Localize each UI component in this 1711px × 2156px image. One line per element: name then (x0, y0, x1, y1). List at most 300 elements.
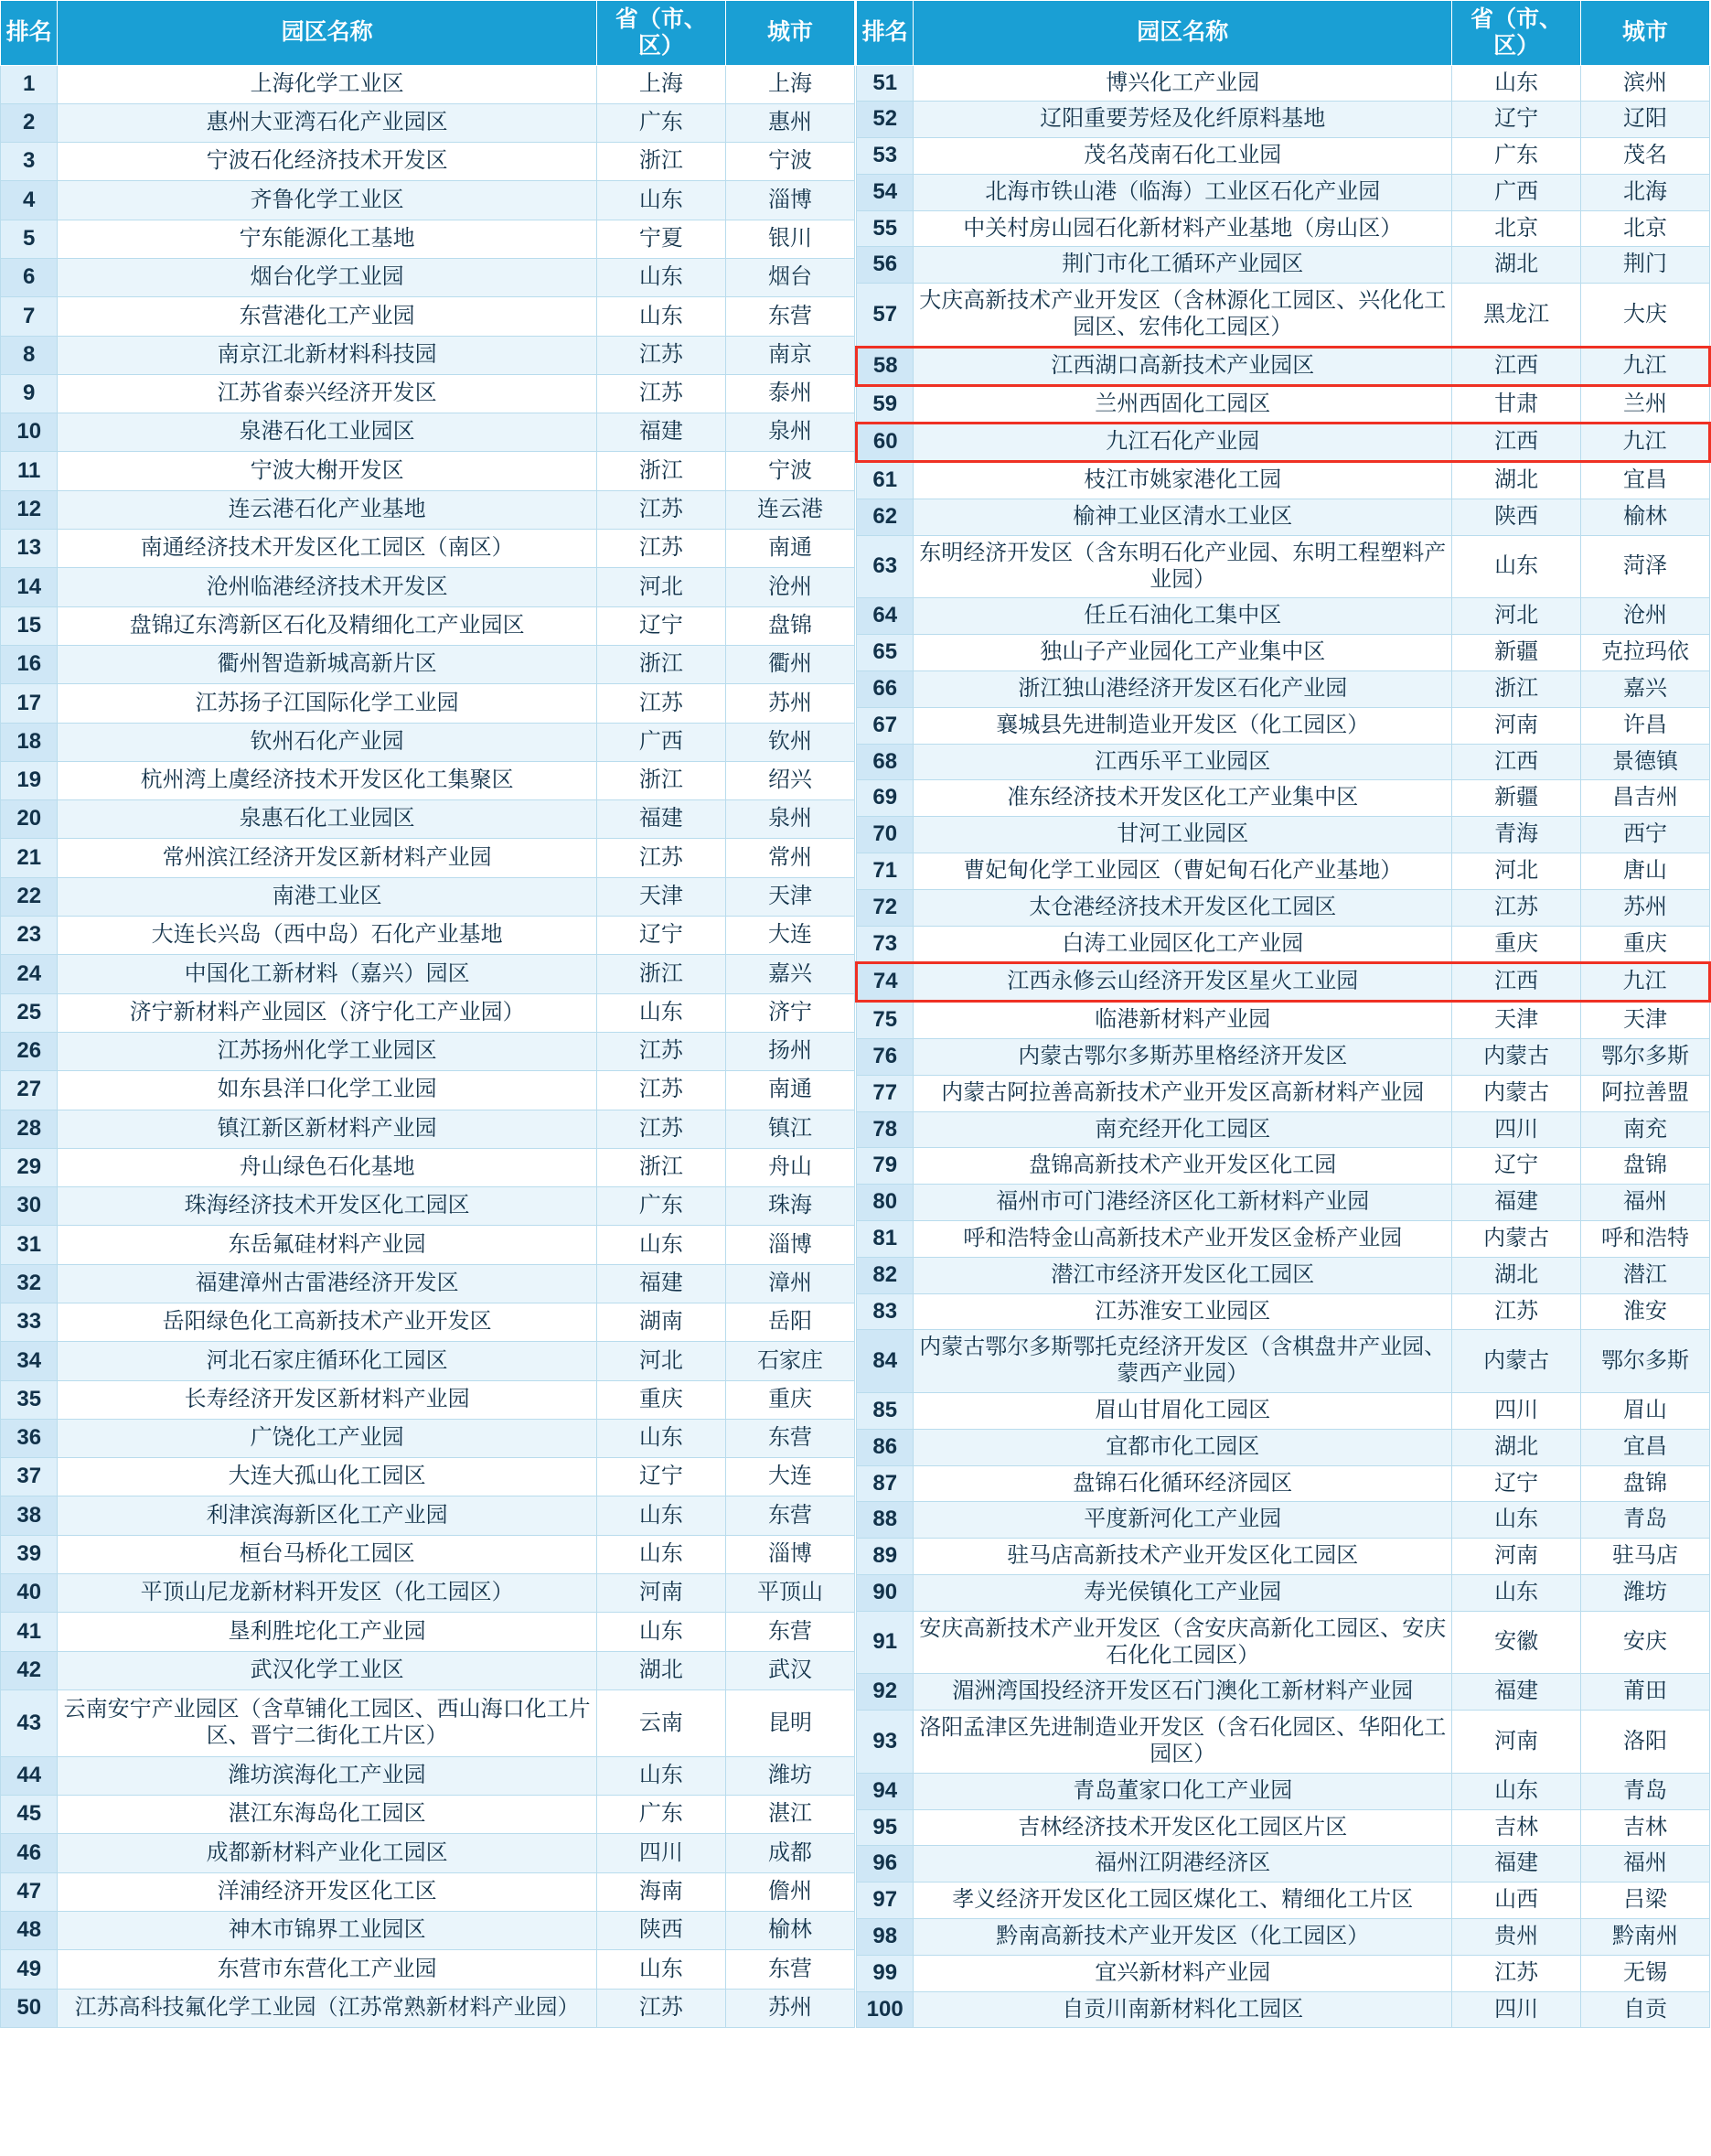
rank-cell: 78 (857, 1111, 914, 1148)
table-row (1, 1834, 855, 1872)
table-row (1, 1148, 855, 1186)
table-row (857, 1539, 1710, 1575)
rank-cell: 91 (857, 1611, 914, 1674)
park-name-cell: 南通经济技术开发区化工园区（南区） (58, 530, 596, 568)
table-row (1, 258, 855, 296)
table-row (857, 174, 1710, 210)
city-cell: 嘉兴 (1581, 671, 1710, 708)
table-row (1, 413, 855, 452)
park-name-cell: 云南安宁产业园区（含草铺化工园区、西山海口化工片区、晋宁二街化工片区） (58, 1689, 596, 1756)
park-name-cell: 浙江独山港经济开发区石化产业园 (914, 671, 1452, 708)
table-row (857, 744, 1710, 780)
city-cell: 宁波 (725, 143, 854, 181)
header-city: 城市 (1581, 1, 1710, 66)
province-cell: 新疆 (1452, 635, 1581, 671)
park-name-cell: 泉惠石化工业园区 (58, 800, 596, 839)
province-cell: 河南 (1452, 707, 1581, 744)
city-cell: 眉山 (1581, 1392, 1710, 1429)
park-name-cell: 东营港化工产业园 (58, 297, 596, 336)
city-cell: 扬州 (725, 1032, 854, 1070)
park-name-cell: 江苏省泰兴经济开发区 (58, 374, 596, 413)
table-row (857, 1574, 1710, 1611)
city-cell: 武汉 (725, 1651, 854, 1689)
city-cell: 烟台 (725, 258, 854, 296)
table-row (1, 1458, 855, 1496)
province-cell: 江苏 (596, 1071, 725, 1110)
rank-cell: 4 (1, 181, 58, 220)
rank-cell: 53 (857, 138, 914, 175)
city-cell: 唐山 (1581, 853, 1710, 890)
header-name: 园区名称 (914, 1, 1452, 66)
province-cell: 四川 (1452, 1991, 1581, 2028)
park-name-cell: 孝义经济开发区化工园区煤化工、精细化工片区 (914, 1882, 1452, 1919)
city-cell: 绍兴 (725, 761, 854, 799)
city-cell: 泉州 (725, 800, 854, 839)
city-cell: 湛江 (725, 1796, 854, 1834)
table-row (1, 530, 855, 568)
city-cell: 昌吉州 (1581, 780, 1710, 817)
rank-cell: 25 (1, 993, 58, 1032)
table-row (1, 1796, 855, 1834)
park-name-cell: 福州市可门港经济区化工新材料产业园 (914, 1185, 1452, 1221)
rank-cell: 42 (1, 1651, 58, 1689)
park-name-cell: 大庆高新技术产业开发区（含林源化工园区、兴化化工园区、宏伟化工园区） (914, 284, 1452, 348)
province-cell: 江苏 (596, 530, 725, 568)
province-cell: 江苏 (596, 1989, 725, 2028)
park-name-cell: 自贡川南新材料化工园区 (914, 1991, 1452, 2028)
province-cell: 陕西 (1452, 499, 1581, 536)
city-cell: 淄博 (725, 181, 854, 220)
park-name-cell: 桓台马桥化工园区 (58, 1535, 596, 1573)
table-row (857, 284, 1710, 348)
table-row (1, 1342, 855, 1380)
city-cell: 东营 (725, 1950, 854, 1989)
province-cell: 山东 (596, 1756, 725, 1795)
park-name-cell: 平度新河化工产业园 (914, 1502, 1452, 1539)
park-name-cell: 沧州临港经济技术开发区 (58, 568, 596, 606)
park-name-cell: 荆门市化工循环产业园区 (914, 247, 1452, 284)
park-name-cell: 宜都市化工园区 (914, 1429, 1452, 1465)
city-cell: 盘锦 (725, 606, 854, 645)
rank-cell: 32 (1, 1264, 58, 1303)
province-cell: 辽宁 (1452, 102, 1581, 138)
rank-cell: 86 (857, 1429, 914, 1465)
table-row (1, 1071, 855, 1110)
city-cell: 福州 (1581, 1846, 1710, 1882)
rank-cell: 46 (1, 1834, 58, 1872)
province-cell: 辽宁 (596, 917, 725, 955)
table-row (1, 877, 855, 916)
park-name-cell: 钦州石化产业园 (58, 723, 596, 761)
park-name-cell: 北海市铁山港（临海）工业区石化产业园 (914, 174, 1452, 210)
table-row (857, 1293, 1710, 1330)
park-name-cell: 岳阳绿色化工高新技术产业开发区 (58, 1303, 596, 1342)
city-cell: 大连 (725, 1458, 854, 1496)
province-cell: 云南 (596, 1689, 725, 1756)
table-row (857, 462, 1710, 499)
park-name-cell: 内蒙古鄂尔多斯苏里格经济开发区 (914, 1039, 1452, 1076)
rank-cell: 27 (1, 1071, 58, 1110)
city-cell: 惠州 (725, 103, 854, 142)
table-row (1, 1872, 855, 1911)
rank-cell: 96 (857, 1846, 914, 1882)
park-name-cell: 江西湖口高新技术产业园区 (914, 347, 1452, 385)
park-name-cell: 兰州西固化工园区 (914, 385, 1452, 424)
city-cell: 南充 (1581, 1111, 1710, 1148)
city-cell: 洛阳 (1581, 1711, 1710, 1774)
province-cell: 福建 (596, 1264, 725, 1303)
park-name-cell: 江西永修云山经济开发区星火工业园 (914, 963, 1452, 1002)
rank-cell: 49 (1, 1950, 58, 1989)
park-name-cell: 东岳氟硅材料产业园 (58, 1226, 596, 1264)
table-row (857, 963, 1710, 1002)
table-row (857, 889, 1710, 926)
table-row (1, 761, 855, 799)
park-name-cell: 宁东能源化工基地 (58, 220, 596, 258)
city-cell: 常州 (725, 839, 854, 877)
rank-cell: 40 (1, 1574, 58, 1613)
table-row (857, 1221, 1710, 1258)
park-name-cell: 福建漳州古雷港经济开发区 (58, 1264, 596, 1303)
park-name-cell: 中关村房山园石化新材料产业基地（房山区） (914, 210, 1452, 247)
province-cell: 甘肃 (1452, 385, 1581, 424)
rank-cell: 95 (857, 1809, 914, 1846)
city-cell: 榆林 (1581, 499, 1710, 536)
table-row (857, 1185, 1710, 1221)
province-cell: 湖北 (596, 1651, 725, 1689)
park-name-cell: 济宁新材料产业园区（济宁化工产业园） (58, 993, 596, 1032)
rank-cell: 39 (1, 1535, 58, 1573)
rank-cell: 38 (1, 1496, 58, 1535)
rank-cell: 24 (1, 955, 58, 993)
park-name-cell: 博兴化工产业园 (914, 65, 1452, 102)
city-cell: 北海 (1581, 174, 1710, 210)
rank-cell: 51 (857, 65, 914, 102)
province-cell: 湖北 (1452, 1429, 1581, 1465)
rank-cell: 7 (1, 297, 58, 336)
park-name-cell: 如东县洋口化学工业园 (58, 1071, 596, 1110)
table-row (857, 1711, 1710, 1774)
rank-cell: 2 (1, 103, 58, 142)
rank-table-left (0, 0, 855, 2028)
city-cell: 阿拉善盟 (1581, 1075, 1710, 1111)
rank-cell: 50 (1, 1989, 58, 2028)
table-row (857, 1392, 1710, 1429)
province-cell: 青海 (1452, 817, 1581, 853)
rank-cell: 89 (857, 1539, 914, 1575)
province-cell: 海南 (596, 1872, 725, 1911)
province-cell: 江西 (1452, 963, 1581, 1002)
city-cell: 连云港 (725, 490, 854, 529)
table-row (857, 1955, 1710, 1991)
rank-cell: 88 (857, 1502, 914, 1539)
table-row (857, 1075, 1710, 1111)
rank-cell: 69 (857, 780, 914, 817)
header-city: 城市 (725, 1, 854, 66)
table-row (1, 452, 855, 490)
city-cell: 潜江 (1581, 1257, 1710, 1293)
table-row (1, 1535, 855, 1573)
table-row (1, 1950, 855, 1989)
province-cell: 辽宁 (596, 1458, 725, 1496)
rank-cell: 8 (1, 336, 58, 374)
city-cell: 珠海 (725, 1187, 854, 1226)
province-cell: 河北 (596, 568, 725, 606)
province-cell: 广西 (596, 723, 725, 761)
park-name-cell: 江苏扬子江国际化学工业园 (58, 684, 596, 723)
table-header-row-left (1, 1, 855, 66)
rank-cell: 73 (857, 926, 914, 963)
city-cell: 盘锦 (1581, 1465, 1710, 1502)
park-name-cell: 武汉化学工业区 (58, 1651, 596, 1689)
province-cell: 浙江 (596, 452, 725, 490)
city-cell: 儋州 (725, 1872, 854, 1911)
province-cell: 天津 (1452, 1002, 1581, 1039)
province-cell: 山东 (596, 258, 725, 296)
province-cell: 江西 (1452, 347, 1581, 385)
city-cell: 天津 (1581, 1002, 1710, 1039)
park-name-cell: 任丘石油化工集中区 (914, 598, 1452, 635)
city-cell: 北京 (1581, 210, 1710, 247)
table-row (857, 853, 1710, 890)
province-cell: 江苏 (1452, 889, 1581, 926)
province-cell: 广东 (596, 103, 725, 142)
rank-cell: 37 (1, 1458, 58, 1496)
province-cell: 内蒙古 (1452, 1075, 1581, 1111)
city-cell: 南通 (725, 1071, 854, 1110)
province-cell: 宁夏 (596, 220, 725, 258)
park-name-cell: 甘河工业园区 (914, 817, 1452, 853)
park-name-cell: 广饶化工产业园 (58, 1419, 596, 1457)
rank-cell: 67 (857, 707, 914, 744)
province-cell: 辽宁 (596, 606, 725, 645)
table-row (857, 1674, 1710, 1711)
table-row (857, 247, 1710, 284)
province-cell: 江苏 (1452, 1293, 1581, 1330)
city-cell: 衢州 (725, 645, 854, 683)
table-row (1, 1226, 855, 1264)
city-cell: 舟山 (725, 1148, 854, 1186)
table-row (1, 1989, 855, 2028)
province-cell: 广东 (1452, 138, 1581, 175)
province-cell: 河南 (596, 1574, 725, 1613)
city-cell: 景德镇 (1581, 744, 1710, 780)
city-cell: 天津 (725, 877, 854, 916)
city-cell: 呼和浩特 (1581, 1221, 1710, 1258)
rank-cell: 77 (857, 1075, 914, 1111)
rank-cell: 17 (1, 684, 58, 723)
province-cell: 湖北 (1452, 1257, 1581, 1293)
table-row (857, 817, 1710, 853)
table-row (857, 1611, 1710, 1674)
rank-cell: 22 (1, 877, 58, 916)
province-cell: 辽宁 (1452, 1465, 1581, 1502)
rank-cell: 97 (857, 1882, 914, 1919)
rank-cell: 66 (857, 671, 914, 708)
park-name-cell: 宜兴新材料产业园 (914, 1955, 1452, 1991)
table-header-row-right (857, 1, 1710, 66)
table-row (857, 347, 1710, 385)
rank-cell: 28 (1, 1110, 58, 1148)
province-cell: 江苏 (596, 684, 725, 723)
rank-cell: 44 (1, 1756, 58, 1795)
header-rank: 排名 (857, 1, 914, 66)
city-cell: 重庆 (725, 1380, 854, 1419)
park-name-cell: 河北石家庄循环化工园区 (58, 1342, 596, 1380)
rank-cell: 47 (1, 1872, 58, 1911)
park-name-cell: 黔南高新技术产业开发区（化工园区） (914, 1918, 1452, 1955)
table-row (857, 1039, 1710, 1076)
city-cell: 上海 (725, 65, 854, 103)
province-cell: 北京 (1452, 210, 1581, 247)
table-row (857, 926, 1710, 963)
rank-cell: 81 (857, 1221, 914, 1258)
rank-cell: 55 (857, 210, 914, 247)
park-name-cell: 盘锦辽东湾新区石化及精细化工产业园区 (58, 606, 596, 645)
city-cell: 福州 (1581, 1185, 1710, 1221)
table-row (1, 1419, 855, 1457)
park-name-cell: 榆神工业区清水工业区 (914, 499, 1452, 536)
city-cell: 茂名 (1581, 138, 1710, 175)
park-name-cell: 大连大孤山化工园区 (58, 1458, 596, 1496)
park-name-cell: 宁波石化经济技术开发区 (58, 143, 596, 181)
province-cell: 江苏 (596, 1110, 725, 1148)
city-cell: 东营 (725, 1496, 854, 1535)
park-name-cell: 东营市东营化工产业园 (58, 1950, 596, 1989)
table-row (1, 645, 855, 683)
province-cell: 山东 (596, 181, 725, 220)
park-name-cell: 连云港石化产业基地 (58, 490, 596, 529)
city-cell: 九江 (1581, 347, 1710, 385)
rank-cell: 21 (1, 839, 58, 877)
province-cell: 浙江 (1452, 671, 1581, 708)
province-cell: 湖南 (596, 1303, 725, 1342)
province-cell: 河南 (1452, 1711, 1581, 1774)
park-name-cell: 常州滨江经济开发区新材料产业园 (58, 839, 596, 877)
park-name-cell: 辽阳重要芳烃及化纤原料基地 (914, 102, 1452, 138)
rank-cell: 60 (857, 424, 914, 462)
park-name-cell: 曹妃甸化学工业园区（曹妃甸石化产业基地） (914, 853, 1452, 890)
table-row (1, 1912, 855, 1950)
park-name-cell: 襄城县先进制造业开发区（化工园区） (914, 707, 1452, 744)
province-cell: 江西 (1452, 744, 1581, 780)
city-cell: 东营 (725, 1613, 854, 1651)
city-cell: 漳州 (725, 1264, 854, 1303)
province-cell: 浙江 (596, 1148, 725, 1186)
city-cell: 银川 (725, 220, 854, 258)
park-name-cell: 中国化工新材料（嘉兴）园区 (58, 955, 596, 993)
province-cell: 江西 (1452, 424, 1581, 462)
rank-cell: 41 (1, 1613, 58, 1651)
park-name-cell: 吉林经济技术开发区化工园区片区 (914, 1809, 1452, 1846)
table-row (1, 993, 855, 1032)
province-cell: 广西 (1452, 174, 1581, 210)
table-row (1, 1689, 855, 1756)
city-cell: 宁波 (725, 452, 854, 490)
park-name-cell: 舟山绿色石化基地 (58, 1148, 596, 1186)
table-row (857, 1918, 1710, 1955)
park-name-cell: 潜江市经济开发区化工园区 (914, 1257, 1452, 1293)
park-name-cell: 洋浦经济开发区化工区 (58, 1872, 596, 1911)
rank-cell: 12 (1, 490, 58, 529)
park-name-cell: 寿光侯镇化工产业园 (914, 1574, 1452, 1611)
rank-cell: 72 (857, 889, 914, 926)
table-row (1, 65, 855, 103)
province-cell: 江苏 (1452, 1955, 1581, 1991)
province-cell: 广东 (596, 1187, 725, 1226)
rank-cell: 75 (857, 1002, 914, 1039)
park-name-cell: 成都新材料产业化工园区 (58, 1834, 596, 1872)
city-cell: 济宁 (725, 993, 854, 1032)
city-cell: 昆明 (725, 1689, 854, 1756)
province-cell: 湖北 (1452, 247, 1581, 284)
rank-cell: 98 (857, 1918, 914, 1955)
park-name-cell: 大连长兴岛（西中岛）石化产业基地 (58, 917, 596, 955)
table-row (857, 1465, 1710, 1502)
table-row (1, 1380, 855, 1419)
province-cell: 贵州 (1452, 1918, 1581, 1955)
table-row (857, 138, 1710, 175)
header-province: 省（市、区） (596, 1, 725, 66)
city-cell: 青岛 (1581, 1773, 1710, 1809)
rank-cell: 63 (857, 535, 914, 598)
province-cell: 福建 (596, 800, 725, 839)
table-row (857, 780, 1710, 817)
city-cell: 东营 (725, 297, 854, 336)
table-row (1, 1110, 855, 1148)
city-cell: 潍坊 (725, 1756, 854, 1795)
park-name-cell: 珠海经济技术开发区化工园区 (58, 1187, 596, 1226)
city-cell: 淄博 (725, 1226, 854, 1264)
province-cell: 山东 (596, 1226, 725, 1264)
city-cell: 西宁 (1581, 817, 1710, 853)
table-row (857, 1502, 1710, 1539)
province-cell: 浙江 (596, 645, 725, 683)
table-row (857, 1330, 1710, 1393)
city-cell: 菏泽 (1581, 535, 1710, 598)
province-cell: 江苏 (596, 839, 725, 877)
table-row (1, 684, 855, 723)
rank-cell: 83 (857, 1293, 914, 1330)
table-row (1, 1303, 855, 1342)
park-name-cell: 内蒙古阿拉善高新技术产业开发区高新材料产业园 (914, 1075, 1452, 1111)
table-row (1, 220, 855, 258)
table-row (1, 374, 855, 413)
park-name-cell: 垦利胜坨化工产业园 (58, 1613, 596, 1651)
city-cell: 岳阳 (725, 1303, 854, 1342)
table-row (857, 707, 1710, 744)
rank-cell: 93 (857, 1711, 914, 1774)
rank-cell: 90 (857, 1574, 914, 1611)
rank-cell: 19 (1, 761, 58, 799)
table-row (1, 490, 855, 529)
city-cell: 潍坊 (1581, 1574, 1710, 1611)
city-cell: 宜昌 (1581, 1429, 1710, 1465)
city-cell: 大连 (725, 917, 854, 955)
park-name-cell: 杭州湾上虞经济技术开发区化工集聚区 (58, 761, 596, 799)
province-cell: 浙江 (596, 143, 725, 181)
table-row (1, 1651, 855, 1689)
park-name-cell: 宁波大榭开发区 (58, 452, 596, 490)
province-cell: 陕西 (596, 1912, 725, 1950)
province-cell: 浙江 (596, 955, 725, 993)
park-name-cell: 烟台化学工业园 (58, 258, 596, 296)
province-cell: 山东 (596, 1950, 725, 1989)
rank-cell: 9 (1, 374, 58, 413)
city-cell: 泉州 (725, 413, 854, 452)
park-name-cell: 湛江东海岛化工园区 (58, 1796, 596, 1834)
city-cell: 钦州 (725, 723, 854, 761)
